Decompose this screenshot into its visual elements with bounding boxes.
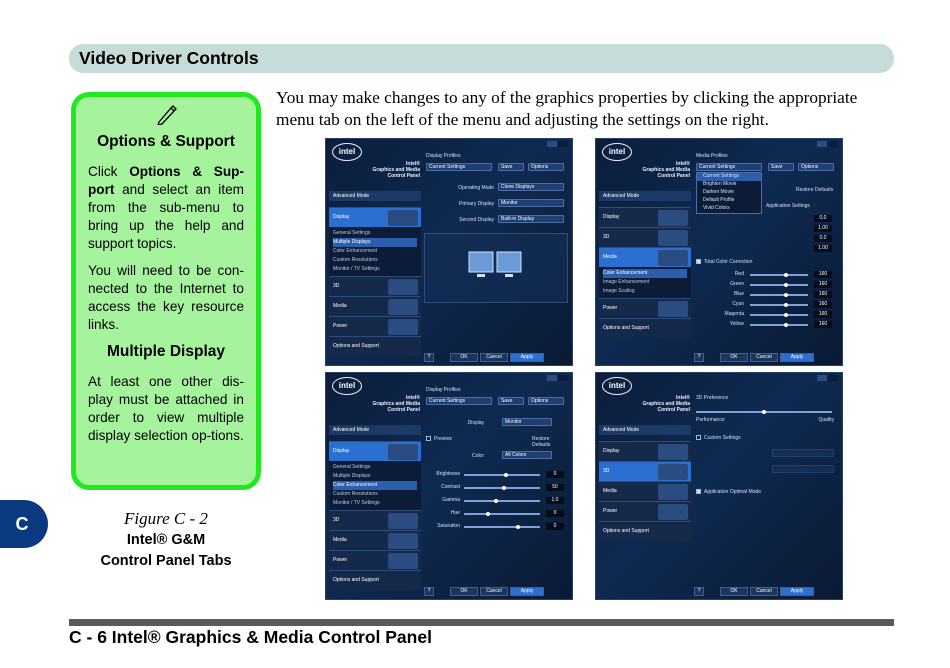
- nav-3d[interactable]: 3D: [599, 227, 691, 247]
- submenu-item[interactable]: Custom Resolutions: [333, 491, 378, 497]
- adjust-slider[interactable]: [464, 500, 540, 502]
- 3d-icon: [388, 279, 418, 295]
- brand-text: Intel® Graphics and Media Control Panel: [642, 395, 690, 413]
- nav-media[interactable]: Media: [599, 481, 691, 501]
- cancel-button[interactable]: Cancel: [750, 587, 778, 596]
- main-panel: [694, 387, 838, 585]
- nav-media[interactable]: Media: [329, 530, 421, 550]
- color-value: 160: [814, 291, 832, 298]
- power-icon: [658, 301, 688, 317]
- value-box: 1.00: [814, 245, 832, 252]
- ok-button[interactable]: OK: [720, 353, 748, 362]
- nav-power[interactable]: Power: [599, 501, 691, 521]
- sidebar-note: [71, 92, 261, 490]
- display-icon: [658, 444, 688, 460]
- operating-mode-select[interactable]: Clone Displays: [498, 183, 564, 191]
- advanced-mode-select[interactable]: Advanced Mode: [329, 191, 421, 201]
- brand-text: Intel® Graphics and Media Control Panel: [372, 395, 420, 413]
- display-icon: [388, 444, 418, 460]
- slider-label: Brightness: [436, 471, 460, 477]
- cancel-button[interactable]: Cancel: [480, 353, 508, 362]
- second-display-select[interactable]: Built-in Display: [498, 215, 564, 223]
- nav-options[interactable]: Options and Support: [329, 570, 421, 590]
- 3d-icon: [388, 513, 418, 529]
- disabled-select: [772, 465, 834, 473]
- adjust-slider[interactable]: [464, 526, 540, 528]
- color-label: Blue: [733, 291, 744, 297]
- profiles-label: Display Profiles: [426, 387, 461, 393]
- color-label: Yellow: [729, 321, 744, 327]
- ok-button[interactable]: OK: [720, 587, 748, 596]
- section-header: Video Driver Controls: [69, 44, 894, 73]
- submenu-item[interactable]: Custom Resolutions: [333, 257, 378, 263]
- save-button[interactable]: Save: [498, 397, 524, 405]
- adjust-slider[interactable]: [464, 513, 540, 515]
- brand-text: Intel® Graphics and Media Control Panel: [372, 161, 420, 179]
- media-icon: [658, 250, 688, 266]
- custom-settings-checkbox[interactable]: [696, 435, 701, 440]
- menu-item[interactable]: Brighten Movie: [703, 181, 737, 187]
- slider-knob[interactable]: [784, 313, 788, 317]
- adjust-slider[interactable]: [464, 474, 540, 476]
- window-controls: [546, 141, 568, 148]
- slider-knob[interactable]: [762, 410, 766, 414]
- nav-3d[interactable]: 3D: [329, 510, 421, 530]
- nav-options[interactable]: Options and Support: [329, 336, 421, 356]
- 3d-preference-title: 3D Preference: [696, 395, 729, 401]
- profile-select[interactable]: Current Settings: [426, 163, 492, 171]
- menu-item[interactable]: Current Settings: [697, 173, 761, 181]
- color-label: Red: [734, 271, 744, 277]
- button-bar: [694, 587, 838, 597]
- monitors-icon: [425, 234, 565, 302]
- menu-item[interactable]: Vivid Colors: [703, 205, 730, 211]
- options-button[interactable]: Options: [528, 397, 564, 405]
- color-slider[interactable]: [750, 294, 808, 296]
- nav-media[interactable]: Media: [599, 247, 691, 267]
- ok-button[interactable]: OK: [450, 353, 478, 362]
- cancel-button[interactable]: Cancel: [480, 587, 508, 596]
- performance-label: Performance: [696, 417, 725, 423]
- chapter-tab: C: [0, 500, 48, 548]
- color-slider[interactable]: [750, 314, 808, 316]
- submenu-item[interactable]: Multiple Displays: [333, 238, 417, 247]
- nav-power[interactable]: Power: [599, 298, 691, 318]
- profile-dropdown-menu: [696, 172, 762, 214]
- main-panel: [424, 387, 568, 585]
- slider-label: Hue: [450, 510, 460, 516]
- value-box: 0.0: [814, 235, 832, 242]
- disabled-select: [772, 449, 834, 457]
- advanced-mode-select[interactable]: Advanced Mode: [599, 425, 691, 435]
- ok-button[interactable]: OK: [450, 587, 478, 596]
- slider-label: Contrast: [441, 484, 460, 490]
- media-icon: [388, 533, 418, 549]
- second-display-label: Second Display: [459, 217, 494, 223]
- cancel-button[interactable]: Cancel: [750, 353, 778, 362]
- nav-media[interactable]: Media: [329, 296, 421, 316]
- slider-value: 0: [546, 523, 564, 530]
- slider-value: 1.0: [546, 497, 564, 504]
- nav-3d[interactable]: 3D: [329, 276, 421, 296]
- figure-caption: [70, 508, 262, 572]
- apply-button[interactable]: Apply: [510, 587, 544, 596]
- screenshot-display-color: [325, 372, 573, 600]
- submenu-item[interactable]: Image Scaling: [603, 288, 635, 294]
- nav-power[interactable]: Power: [329, 316, 421, 336]
- restore-defaults-button[interactable]: Restore Defaults: [532, 436, 551, 448]
- apply-button[interactable]: Apply: [780, 587, 814, 596]
- submenu-item[interactable]: General Settings: [333, 464, 371, 470]
- slider-knob[interactable]: [504, 473, 508, 477]
- power-icon: [388, 553, 418, 569]
- slider-knob[interactable]: [486, 512, 490, 516]
- color-value: 160: [814, 301, 832, 308]
- color-slider[interactable]: [750, 304, 808, 306]
- color-slider[interactable]: [750, 284, 808, 286]
- intro-text: You may make changes to any of the graphics properties by clicking the appropriate menu tab on the left of the menu and adjusting the settings on the right.: [276, 88, 858, 129]
- nav-3d[interactable]: 3D: [599, 461, 691, 481]
- intel-logo: intel: [602, 377, 632, 395]
- total-color-checkbox[interactable]: [696, 259, 701, 264]
- submenu-item[interactable]: Color Enhancement: [333, 481, 417, 490]
- advanced-mode-select[interactable]: Advanced Mode: [599, 191, 691, 201]
- media-icon: [658, 484, 688, 500]
- slider-label: Saturation: [437, 523, 460, 529]
- help-button[interactable]: ?: [694, 587, 704, 596]
- screenshot-3d: [595, 372, 843, 600]
- slider-value: 50: [546, 484, 564, 491]
- nav-display[interactable]: Display: [329, 441, 421, 461]
- side-nav: [329, 425, 421, 585]
- media-submenu: [599, 267, 691, 298]
- intel-logo: intel: [332, 143, 362, 161]
- slider-knob[interactable]: [494, 499, 498, 503]
- restore-defaults-button[interactable]: Restore Defaults: [796, 187, 834, 193]
- figure-title-2: Control Panel Tabs: [100, 553, 232, 569]
- options-button[interactable]: Options: [798, 163, 834, 171]
- submenu-item[interactable]: Monitor / TV Settings: [333, 500, 380, 506]
- intel-logo: intel: [602, 143, 632, 161]
- side-nav: [599, 425, 691, 585]
- total-color-label: Total Color Correction: [704, 259, 753, 265]
- value-box: 0.0: [814, 215, 832, 222]
- submenu-item[interactable]: Color Enhancement: [333, 248, 378, 254]
- button-bar: [694, 353, 838, 363]
- preview-checkbox[interactable]: [426, 436, 431, 441]
- note-heading-multiple: Multiple Display: [107, 343, 225, 360]
- note-paragraph-options: Click Options & Sup-port and select an item from the sub-menu to bring up the help and support topics.: [88, 164, 245, 251]
- side-nav: [329, 191, 421, 351]
- intel-logo: intel: [332, 377, 362, 395]
- screenshot-multiple-displays: [325, 138, 573, 366]
- slider-value: 0: [546, 510, 564, 517]
- app-settings-label: Application Settings: [766, 203, 810, 209]
- window-controls: [816, 375, 838, 382]
- figure-number: Figure C - 2: [124, 509, 208, 528]
- slider-knob[interactable]: [516, 525, 520, 529]
- help-button[interactable]: ?: [424, 353, 434, 362]
- submenu-item[interactable]: Monitor / TV Settings: [333, 266, 380, 272]
- display-submenu: [329, 461, 421, 510]
- window-controls: [816, 141, 838, 148]
- primary-display-select[interactable]: Monitor: [498, 199, 564, 207]
- window-controls: [546, 375, 568, 382]
- save-button[interactable]: Save: [768, 163, 794, 171]
- menu-item[interactable]: Default Profile: [703, 197, 735, 203]
- color-value: 160: [814, 281, 832, 288]
- help-button[interactable]: ?: [694, 353, 704, 362]
- display-icon: [658, 210, 688, 226]
- screenshot-media-color: [595, 138, 843, 366]
- value-box: 1.00: [814, 225, 832, 232]
- media-icon: [388, 299, 418, 315]
- note-paragraph-multiple: At least one other dis-play must be attached in order to view multiple display selection op-tions.: [88, 374, 244, 443]
- slider-knob[interactable]: [784, 303, 788, 307]
- performance-slider[interactable]: [696, 411, 832, 413]
- footer-rule: [69, 619, 894, 626]
- button-bar: [424, 353, 568, 363]
- monitor-preview: [424, 233, 568, 303]
- preview-label: Preview: [434, 436, 452, 442]
- color-value: 160: [814, 311, 832, 318]
- color-slider[interactable]: [750, 324, 808, 326]
- pen-icon: [88, 105, 244, 127]
- color-label: Magenta: [724, 311, 744, 317]
- options-button[interactable]: Options: [528, 163, 564, 171]
- nav-power[interactable]: Power: [329, 550, 421, 570]
- main-panel: [694, 153, 838, 351]
- nav-options[interactable]: Options and Support: [599, 318, 691, 338]
- figure-title-1: Intel® G&M: [126, 532, 206, 548]
- submenu-item[interactable]: Multiple Displays: [333, 473, 371, 479]
- menu-item[interactable]: Darken Movie: [703, 189, 734, 195]
- slider-knob[interactable]: [502, 486, 506, 490]
- slider-knob[interactable]: [784, 323, 788, 327]
- button-bar: [424, 587, 568, 597]
- note-paragraph-internet: You will need to be con-nected to the Internet to access the key resource links.: [88, 263, 244, 332]
- display-select[interactable]: Monitor: [502, 418, 552, 426]
- note-heading-options: Options & Support: [97, 133, 235, 150]
- color-select[interactable]: All Colors: [502, 451, 552, 459]
- submenu-item[interactable]: General Settings: [333, 230, 371, 236]
- power-icon: [658, 504, 688, 520]
- nav-options[interactable]: Options and Support: [599, 521, 691, 541]
- app-optimal-label: Application Optimal Mode: [704, 489, 761, 495]
- profile-select[interactable]: Current Settings: [696, 163, 762, 171]
- nav-display[interactable]: Display: [599, 207, 691, 227]
- display-submenu: [329, 227, 421, 276]
- help-button[interactable]: ?: [424, 587, 434, 596]
- submenu-item[interactable]: Image Enhancement: [603, 279, 650, 285]
- quality-label: Quality: [818, 417, 834, 423]
- side-nav: [599, 191, 691, 351]
- brand-text: Intel® Graphics and Media Control Panel: [642, 161, 690, 179]
- slider-label: Gamma: [442, 497, 460, 503]
- main-panel: [424, 153, 568, 351]
- operating-mode-label: Operating Mode: [458, 185, 494, 191]
- color-label: Cyan: [732, 301, 744, 307]
- color-value: 160: [814, 271, 832, 278]
- save-button[interactable]: Save: [498, 163, 524, 171]
- profiles-label: Display Profiles: [426, 153, 461, 159]
- custom-settings-label: Custom Settings: [704, 435, 741, 441]
- color-label: Color: [472, 453, 484, 459]
- profile-select[interactable]: Current Settings: [426, 397, 492, 405]
- profiles-label: Media Profiles: [696, 153, 728, 159]
- slider-value: 0: [546, 471, 564, 478]
- adjust-slider[interactable]: [464, 487, 540, 489]
- apply-button[interactable]: Apply: [780, 353, 814, 362]
- primary-display-label: Primary Display: [458, 201, 494, 207]
- nav-display[interactable]: Display: [599, 441, 691, 461]
- nav-display[interactable]: Display: [329, 207, 421, 227]
- display-icon: [388, 210, 418, 226]
- display-label: Display: [467, 420, 484, 426]
- slider-knob[interactable]: [784, 273, 788, 277]
- slider-knob[interactable]: [784, 293, 788, 297]
- color-slider[interactable]: [750, 274, 808, 276]
- slider-knob[interactable]: [784, 283, 788, 287]
- page-footer: C - 6 Intel® Graphics & Media Control Panel: [69, 627, 432, 647]
- color-label: Green: [730, 281, 744, 287]
- submenu-item[interactable]: Color Enhancement: [603, 269, 687, 278]
- color-value: 160: [814, 321, 832, 328]
- power-icon: [388, 319, 418, 335]
- apply-button[interactable]: Apply: [510, 353, 544, 362]
- 3d-icon: [658, 230, 688, 246]
- app-optimal-checkbox[interactable]: [696, 489, 701, 494]
- 3d-icon: [658, 464, 688, 480]
- advanced-mode-select[interactable]: Advanced Mode: [329, 425, 421, 435]
